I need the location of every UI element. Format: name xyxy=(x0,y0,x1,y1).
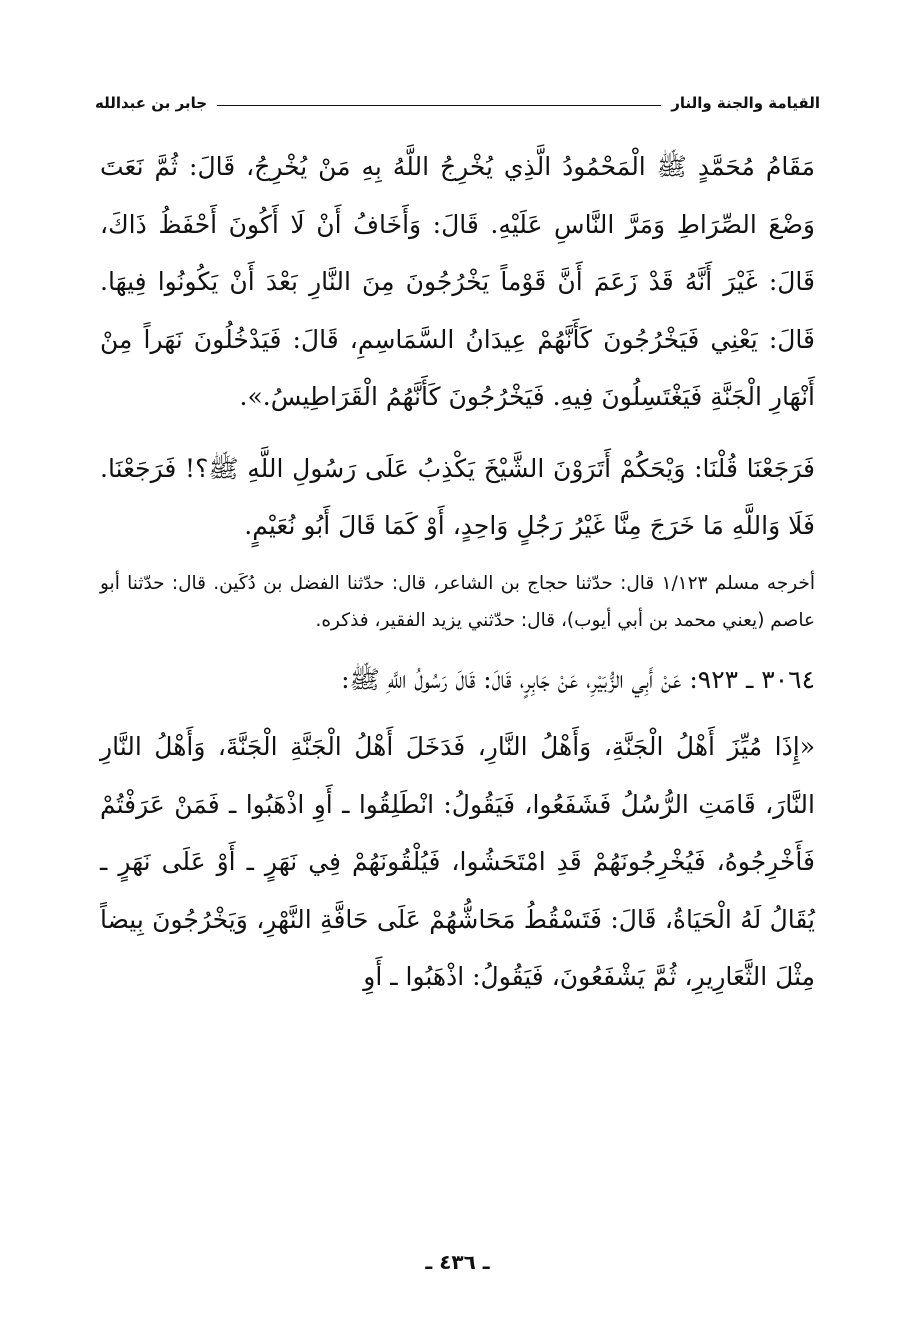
page-number: ـ ٤٣٦ ـ xyxy=(425,1250,490,1274)
hadith-paragraph: «إِذَا مُيِّزَ أَهْلُ الْجَنَّةِ، وَأَهْلُ النَّارِ، فَدَخَلَ أَهْلُ الْجَنَّةِ الْجَنَّةَ، وَأَهْلُ النَّارِ النَّارَ، قَامَتِ الرُّسُلُ فَشَفَعُوا، فَيَقُولُ: انْطَلِقُوا ـ أَوِ اذْهَبُوا ـ فَمَنْ عَرَفْتُمْ فَأَخْرِجُوهُ، فَيُخْرِجُونَهُمْ قَدِ امْتَحَشُوا، فَيُلْقُونَهُمْ فِي نَهَرٍ ـ أَوْ عَلَى نَهَرٍ ـ يُقَالُ لَهُ الْحَيَاةُ، قَالَ: فَتَسْقُطُ مَحَاشُّهُمْ عَلَى حَافَّةِ النَّهْرِ، وَيَخْرُجُونَ بِيضاً مِثْلَ الثَّعَارِيرِ، ثُمَّ يَشْفَعُونَ، فَيَقُولُ: اذْهَبُوا ـ أَوِ xyxy=(100,732,815,991)
header-rule xyxy=(217,105,661,106)
book-title: القيامة والجنة والنار xyxy=(671,94,820,112)
hadith-matn xyxy=(100,718,815,1006)
hadith-isnad: ٣٠٦٤ ـ ٩٢٣: عَنْ أَبِي الزُّبَيْرِ، عَنْ جَابِرٍ، قَالَ: قَالَ رَسُولُ اللَّهِ ﷺ: xyxy=(341,664,815,694)
header-narrator: جابر بن عبدالله xyxy=(95,94,208,112)
hadith-paragraph: مَقَامُ مُحَمَّدٍ ﷺ الْمَحْمُودُ الَّذِي يُخْرِجُ اللَّهُ بِهِ مَنْ يُخْرِجُ، قَالَ: ثُمَّ نَعَتَ وَضْعَ الصِّرَاطِ وَمَرَّ النَّاسِ عَلَيْهِ. قَالَ: وَأَخَافُ أَنْ لَا أَكُونَ أَحْفَظُ ذَاكَ، قَالَ: غَيْرَ أَنَّهُ قَدْ زَعَمَ أَنَّ قَوْماً يَخْرُجُونَ مِنَ النَّارِ بَعْدَ أَنْ يَكُونُوا فِيهَا. قَالَ: يَعْنِي فَيَخْرُجُونَ كَأَنَّهُمْ عِيدَانُ السَّمَاسِمِ، قَالَ: فَيَدْخُلُونَ نَهَراً مِنْ أَنْهَارِ الْجَنَّةِ فَيَغْتَسِلُونَ فِيهِ. فَيَخْرُجُونَ كَأَنَّهُمُ الْقَرَاطِيسُ.». xyxy=(100,152,815,411)
narration-paragraph xyxy=(100,440,815,555)
hadith-text-continued xyxy=(100,138,815,426)
running-header xyxy=(95,84,820,112)
hadith-paragraph: فَرَجَعْنَا قُلْنَا: وَيْحَكُمْ أَتَرَوْنَ الشَّيْخَ يَكْذِبُ عَلَى رَسُولِ اللَّهِ ﷺ؟! فَرَجَعْنَا. فَلَا وَاللَّهِ مَا خَرَجَ مِنَّا غَيْرُ رَجُلٍ وَاحِدٍ، أَوْ كَمَا قَالَ أَبُو نُعَيْمٍ. xyxy=(100,453,815,540)
body-text xyxy=(100,138,815,1020)
hadith-heading xyxy=(100,651,815,709)
takhrij-paragraph: أخرجه مسلم ١/١٢٣ قال: حدّثنا حجاج بن الشاعر، قال: حدّثنا الفضل بن دُكَين. قال: حدّثنا أبو عاصم (يعني محمد بن أبي أيوب)، قال: حدّثني يزيد الفقير، فذكره. xyxy=(100,572,815,631)
takhrij-note xyxy=(100,565,815,639)
